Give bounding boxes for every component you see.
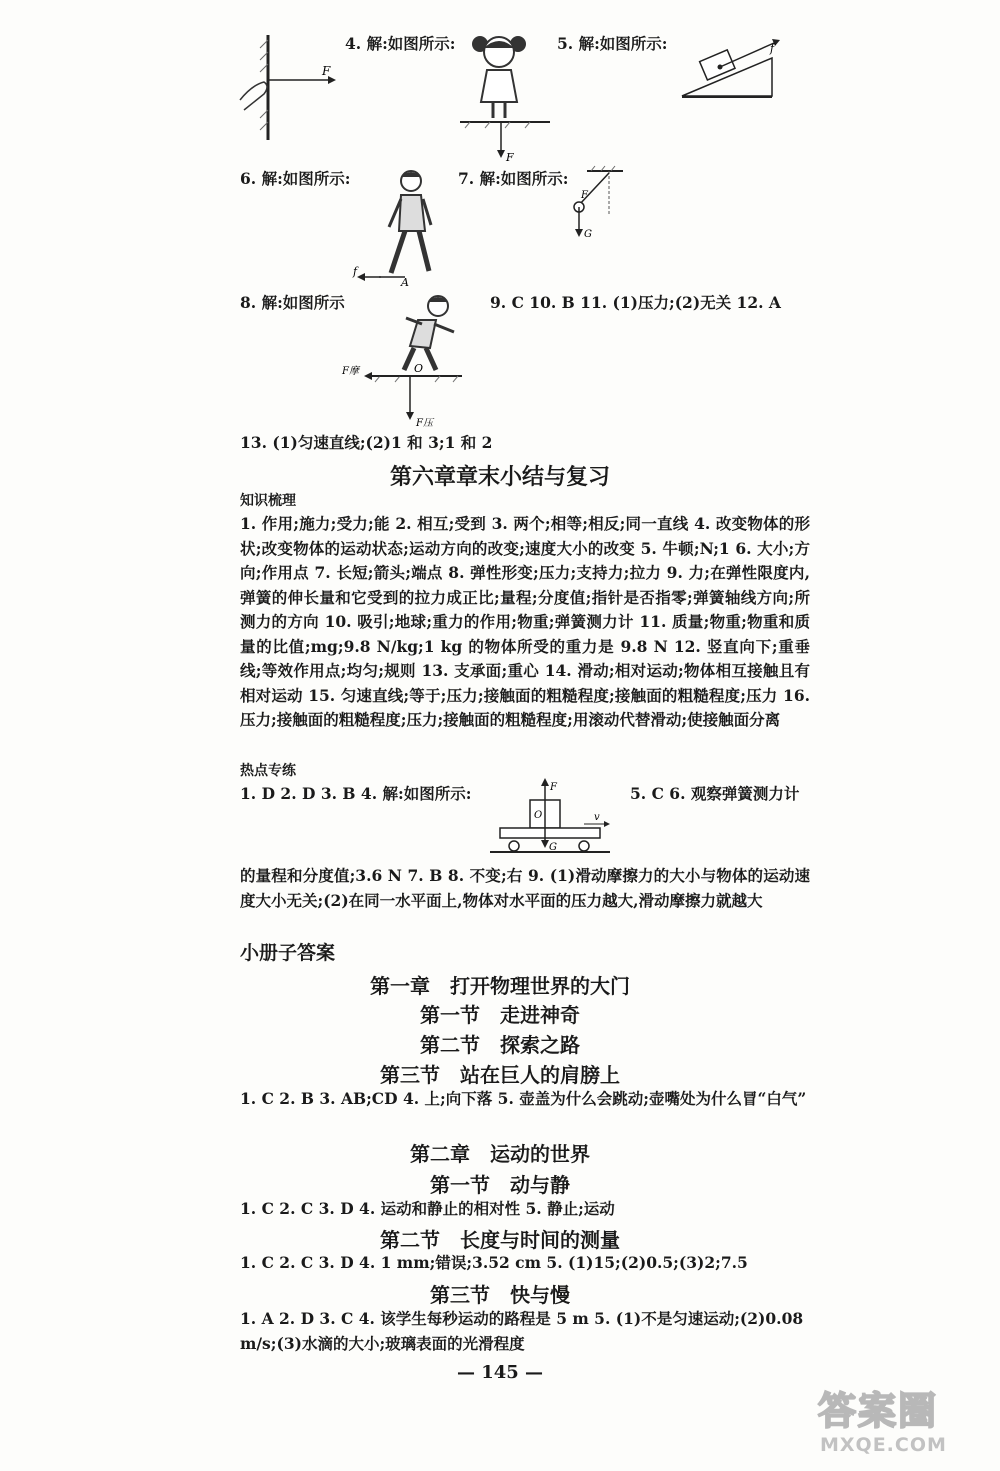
figure-hanging-ball: [565, 165, 625, 240]
force-label: F: [550, 782, 557, 793]
chapter2-section3: 第三节 快与慢: [430, 1283, 570, 1307]
gravity-label: G: [549, 842, 557, 853]
section-knowledge-review: 知识梳理: [240, 493, 296, 509]
q13-answer: 13. (1)匀速直线;(2)1 和 3;1 和 2: [240, 433, 493, 452]
booklet-heading: 小册子答案: [240, 942, 336, 964]
figure-girl-standing: [455, 30, 555, 165]
friction-label: f: [353, 265, 358, 278]
pressure-force-label: F压: [416, 418, 433, 429]
q9-12-answers: 9. C 10. B 11. (1)压力;(2)无关 12. A: [490, 293, 781, 312]
chapter2-section3-answers: 1. A 2. D 3. C 4. 该学生每秒运动的路程是 5 m 5. (1)不是匀速运动;(2)0.08 m/s;(3)水滴的大小;玻璃表面的光滑程度: [240, 1309, 804, 1353]
watermark: [790, 1380, 990, 1465]
hot-practice-left: 1. D 2. D 3. B 4. 解:如图所示:: [240, 784, 472, 803]
figure-block-incline: [680, 30, 790, 102]
chapter1-section1: 第一节 走进神奇: [420, 1003, 580, 1027]
point-label: O: [414, 362, 424, 375]
chapter1-section3-answers: 1. C 2. B 3. AB;CD 4. 上;向下落 5. 壶盖为什么会跳动;壶嘴处为什么冒“白气”: [240, 1089, 807, 1108]
chapter1-section3: 第三节 站在巨人的肩膀上: [380, 1063, 620, 1087]
force-label: F: [506, 151, 514, 164]
watermark-text: 答案圈: [818, 1389, 939, 1433]
figure-block-on-cart: [488, 780, 613, 860]
force-label: F: [581, 190, 588, 201]
q5-label: 5. 解:如图所示:: [557, 34, 668, 53]
point-label: A: [401, 276, 409, 289]
knowledge-review-answers: 1. 作用;施力;受力;能 2. 相互;受到 3. 两个;相等;相反;同一直线 4. 改变物体的形状;改变物体的运动状态;运动方向的改变;速度大小的改变 5. 牛顿;N;1 6. 大小;方向;作用点 7. 长短;箭头;端点 8. 弹性形变;压力;支持力;拉力 9. 力;在弹性限度内,弹簧的伸长量和它受到的拉力成正比;量程;分度值;指针是否指零;弹簧轴线方向;所测力的方向 10. 吸引;地球;重力的作用;物重;弹簧测力计 11. 质量;物重;物重和质量的比值;mg;9.8 N/kg;1 kg 的物体所受的重力是 9.8 N 12. 竖直向下;重垂线;等效作用点;均匀;规则 13. 支承面;重心 14. 滑动;相对运动;物体相互接触且有相对运动 15. 匀速直线;等于;压力;接触面的粗糙程度;接触面的粗糙程度;压力 16. 压力;接触面的粗糙程度;压力;接触面的粗糙程度;用滚动代替滑动;使接触面分离: [240, 514, 810, 729]
chapter2-section2: 第二节 长度与时间的测量: [380, 1228, 620, 1252]
gravity-label: G: [584, 229, 592, 240]
chapter1-title: 第一章 打开物理世界的大门: [370, 974, 630, 998]
q8-label: 8. 解:如图所示: [240, 293, 345, 312]
chapter1-section2: 第二节 探索之路: [420, 1033, 580, 1057]
watermark-url: MXQE.COM: [820, 1434, 947, 1456]
hot-practice-continued: 的量程和分度值;3.6 N 7. B 8. 不变;右 9. (1)滑动摩擦力的大小与物体的运动速度大小无关;(2)在同一水平面上,物体对水平面的压力越大,滑动摩擦力就越大: [240, 866, 810, 910]
chapter6-title: 第六章章末小结与复习: [389, 465, 610, 490]
figure-wall-push: [230, 30, 350, 145]
page-number: — 145 —: [456, 1362, 544, 1383]
chapter2-section1-answers: 1. C 2. C 3. D 4. 运动和静止的相对性 5. 静止;运动: [240, 1199, 615, 1218]
chapter2-section2-answers: 1. C 2. C 3. D 4. 1 mm;错误;3.52 cm 5. (1)15;(2)0.5;(3)2;7.5: [240, 1253, 748, 1272]
q6-label: 6. 解:如图所示:: [240, 169, 351, 188]
point-label: O: [534, 810, 543, 821]
section-hot-practice: 热点专练: [240, 763, 296, 779]
q7-label: 7. 解:如图所示:: [458, 169, 569, 188]
figure-running-boy: [340, 290, 470, 430]
friction-label: f: [770, 42, 775, 55]
velocity-label: v: [594, 812, 600, 823]
force-label: F: [322, 64, 331, 78]
chapter2-section1: 第一节 动与静: [430, 1173, 570, 1197]
q4-label: 4. 解:如图所示:: [345, 34, 456, 53]
hot-practice-right: 5. C 6. 观察弹簧测力计: [630, 784, 800, 803]
figure-walking-man: [345, 165, 450, 290]
friction-force-label: F摩: [342, 366, 359, 377]
chapter2-title: 第二章 运动的世界: [410, 1142, 590, 1166]
